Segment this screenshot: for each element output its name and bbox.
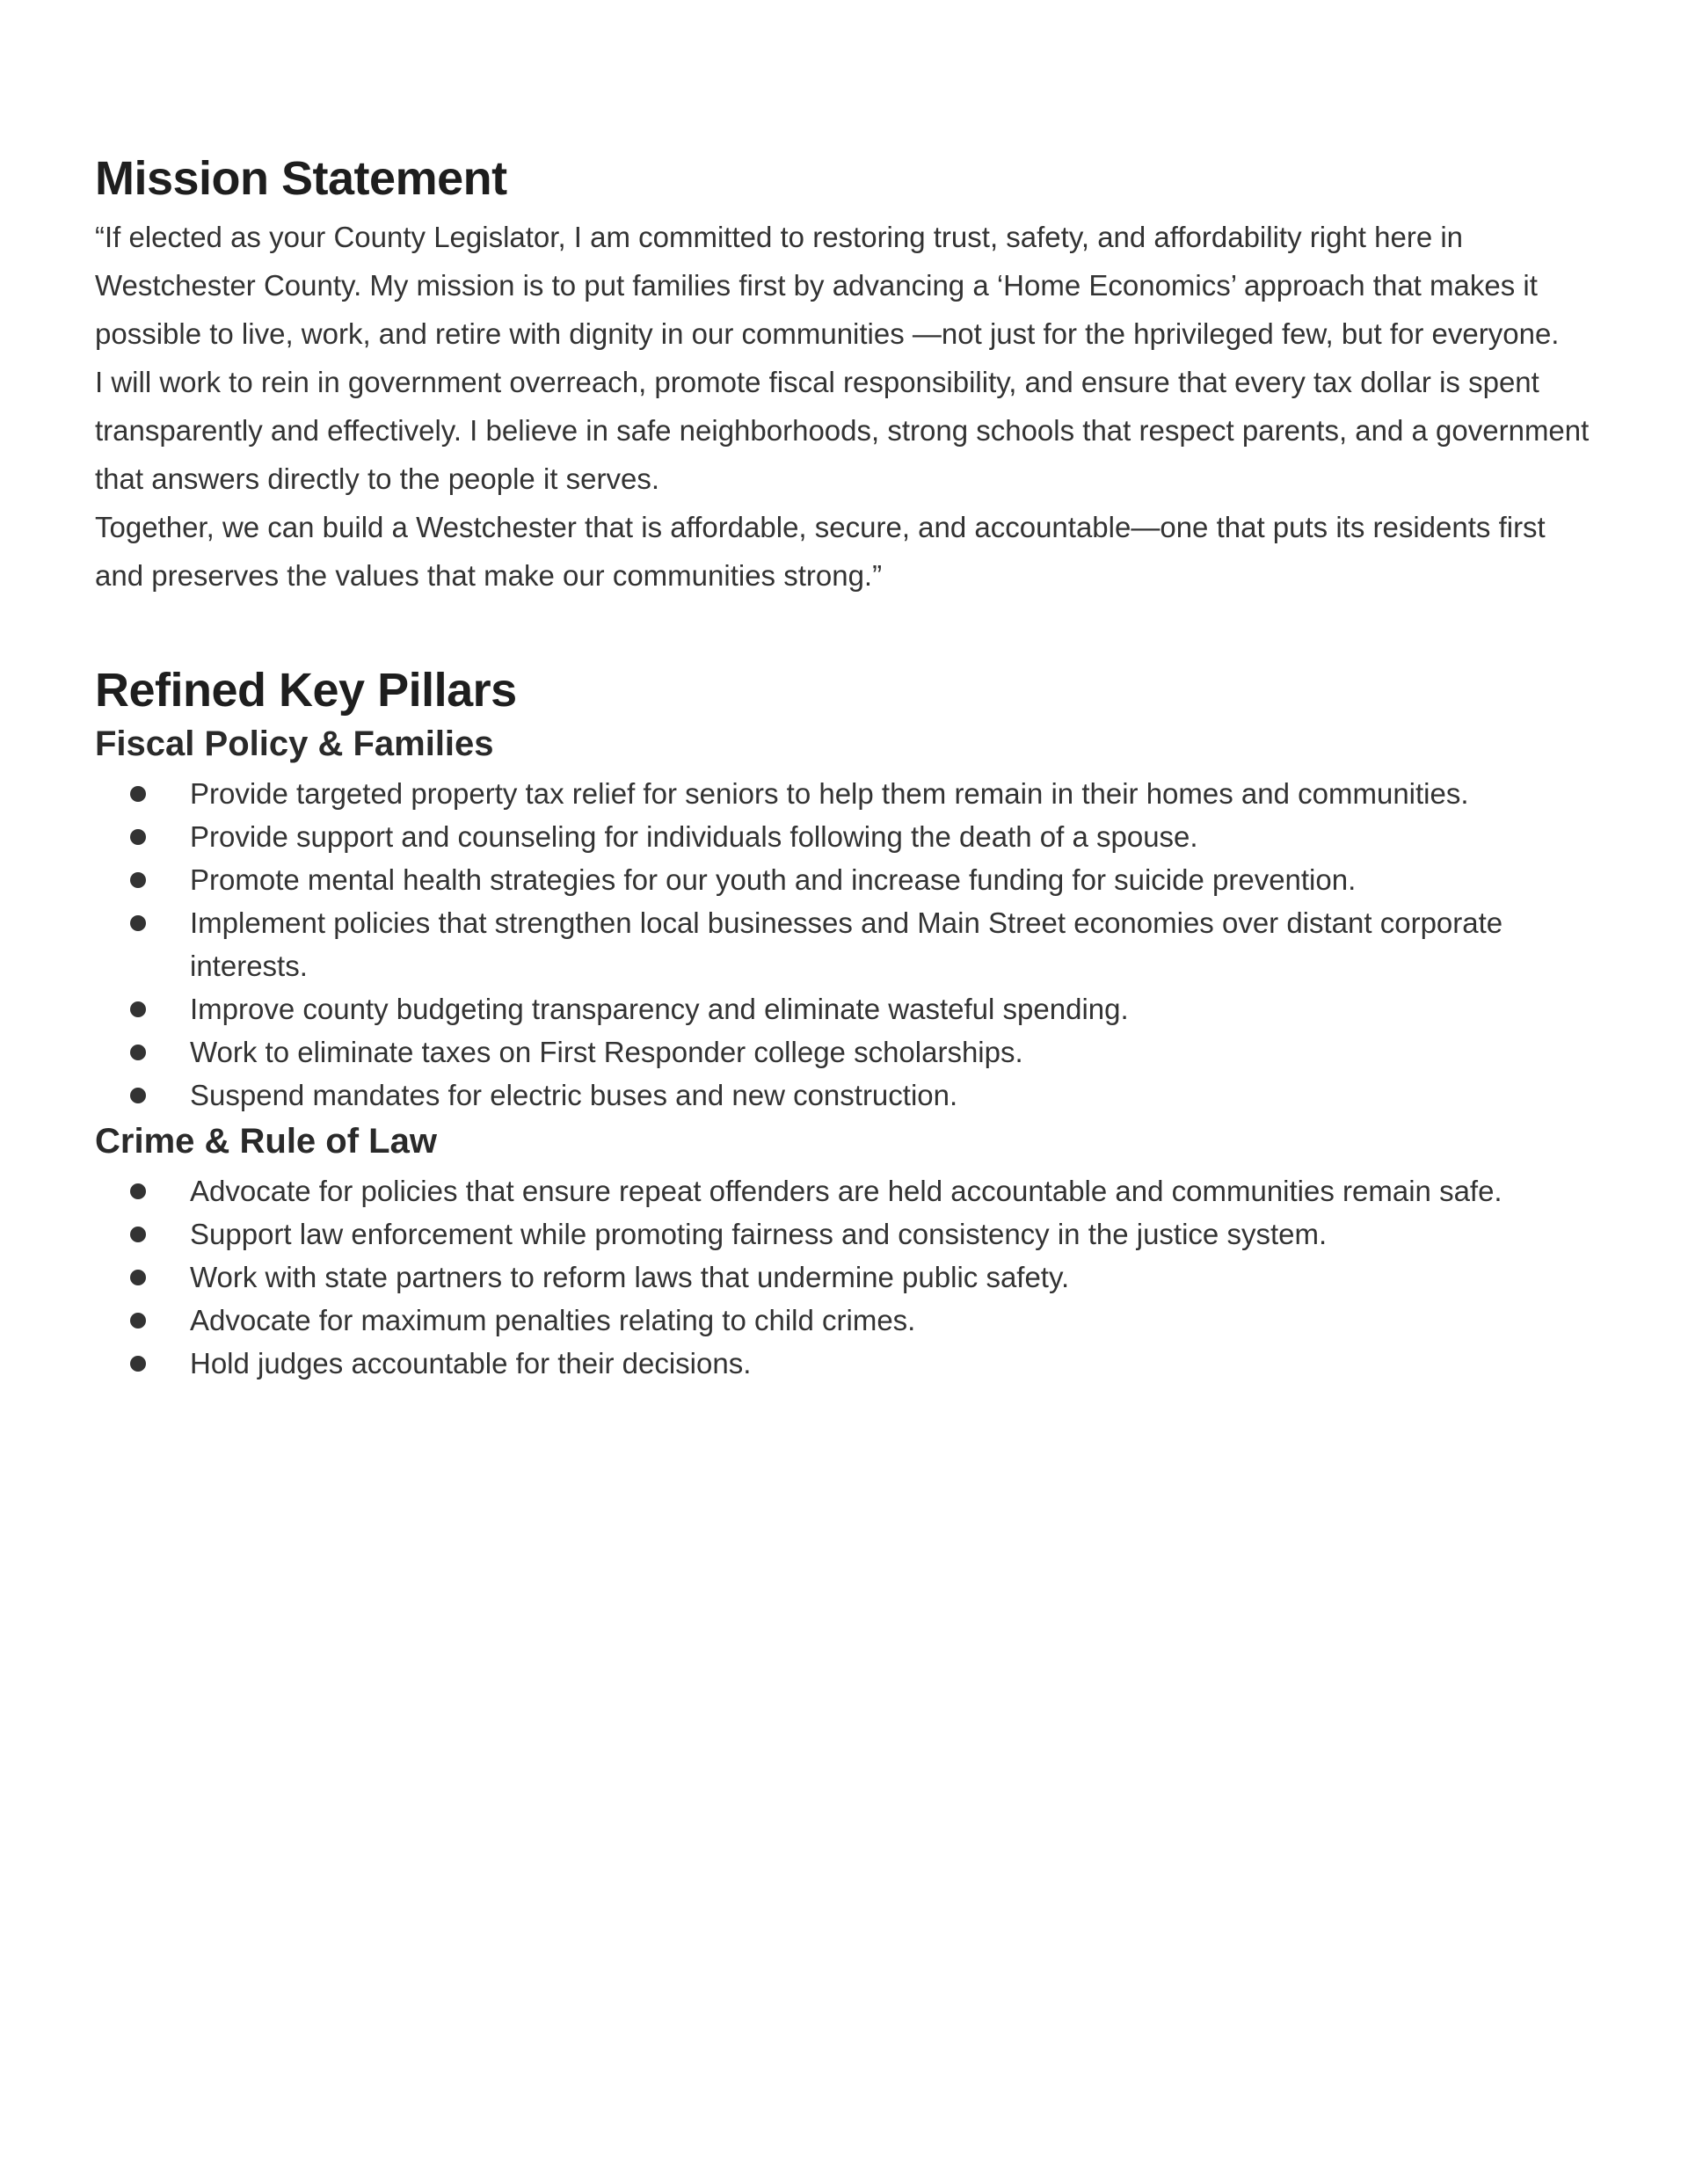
bullet-icon: [130, 1227, 146, 1242]
bullet-icon: [130, 1313, 146, 1329]
bullet-icon: [130, 786, 146, 802]
list-item-text: Promote mental health strategies for our youth and increase funding for suicide prevention.: [190, 863, 1357, 896]
list-item: [95, 772, 1572, 815]
mission-paragraph: Together, we can build a Westchester that is affordable, secure, and accountable—one that puts its residents first and preserves the values that make our communities strong.”: [95, 511, 1546, 592]
bullet-icon: [130, 1270, 146, 1285]
bullet-icon: [130, 915, 146, 931]
list-item-text: Advocate for policies that ensure repeat offenders are held accountable and communities remain safe.: [190, 1175, 1502, 1207]
list-item-text: Provide support and counseling for individuals following the death of a spouse.: [190, 820, 1198, 853]
bullet-icon: [130, 1088, 146, 1103]
list-item: [95, 858, 1572, 901]
list-item-text: Support law enforcement while promoting fairness and consistency in the justice system.: [190, 1218, 1328, 1250]
mission-paragraph: I will work to rein in government overreach, promote fiscal responsibility, and ensure that every tax dollar is spent transparently and effectively. I believe in safe neighborhoods, strong schools that respect parents, and a government that answers directly to the people it serves.: [95, 366, 1590, 495]
mission-statement-body: [95, 213, 1590, 600]
key-pillars-heading: Refined Key Pillars: [95, 664, 517, 717]
bullet-icon: [130, 1356, 146, 1372]
list-item: [95, 987, 1572, 1030]
list-item-text: Hold judges accountable for their decisions.: [190, 1347, 752, 1380]
list-item-text: Work with state partners to reform laws that undermine public safety.: [190, 1261, 1070, 1293]
list-item: [95, 1299, 1572, 1342]
crime-bullet-list: [95, 1169, 1590, 1385]
list-item-text: Improve county budgeting transparency and eliminate wasteful spending.: [190, 993, 1129, 1025]
list-item: [95, 1030, 1572, 1074]
section-heading-fiscal: Fiscal Policy & Families: [95, 724, 494, 763]
list-item-text: Suspend mandates for electric buses and new construction.: [190, 1079, 958, 1111]
list-item: [95, 1074, 1572, 1117]
mission-statement-heading: Mission Statement: [95, 152, 507, 205]
list-item-text: Advocate for maximum penalties relating to child crimes.: [190, 1304, 916, 1336]
section-heading-crime: Crime & Rule of Law: [95, 1122, 437, 1161]
bullet-icon: [130, 1045, 146, 1060]
list-item-text: Implement policies that strengthen local businesses and Main Street economies over distant corporate interests.: [190, 906, 1503, 982]
list-item: [95, 1169, 1572, 1212]
list-item: [95, 1256, 1572, 1299]
list-item: [95, 1342, 1572, 1385]
list-item-text: Provide targeted property tax relief for seniors to help them remain in their homes and communities.: [190, 777, 1469, 810]
bullet-icon: [130, 1183, 146, 1199]
bullet-icon: [130, 829, 146, 845]
list-item: [95, 815, 1572, 858]
list-item: [95, 901, 1572, 987]
mission-paragraph: “If elected as your County Legislator, I am committed to restoring trust, safety, and affordability right here in Westchester County. My mission is to put families first by advancing a ‘Home Economics’ approach that makes it possible to live, work, and retire with dignity in our communities —not just for the hprivileged few, but for everyone.: [95, 221, 1560, 350]
bullet-icon: [130, 872, 146, 888]
list-item-text: Work to eliminate taxes on First Responder college scholarships.: [190, 1036, 1023, 1068]
fiscal-bullet-list: [95, 772, 1590, 1117]
document-page: [95, 149, 1590, 1385]
bullet-icon: [130, 1001, 146, 1017]
list-item: [95, 1212, 1572, 1256]
